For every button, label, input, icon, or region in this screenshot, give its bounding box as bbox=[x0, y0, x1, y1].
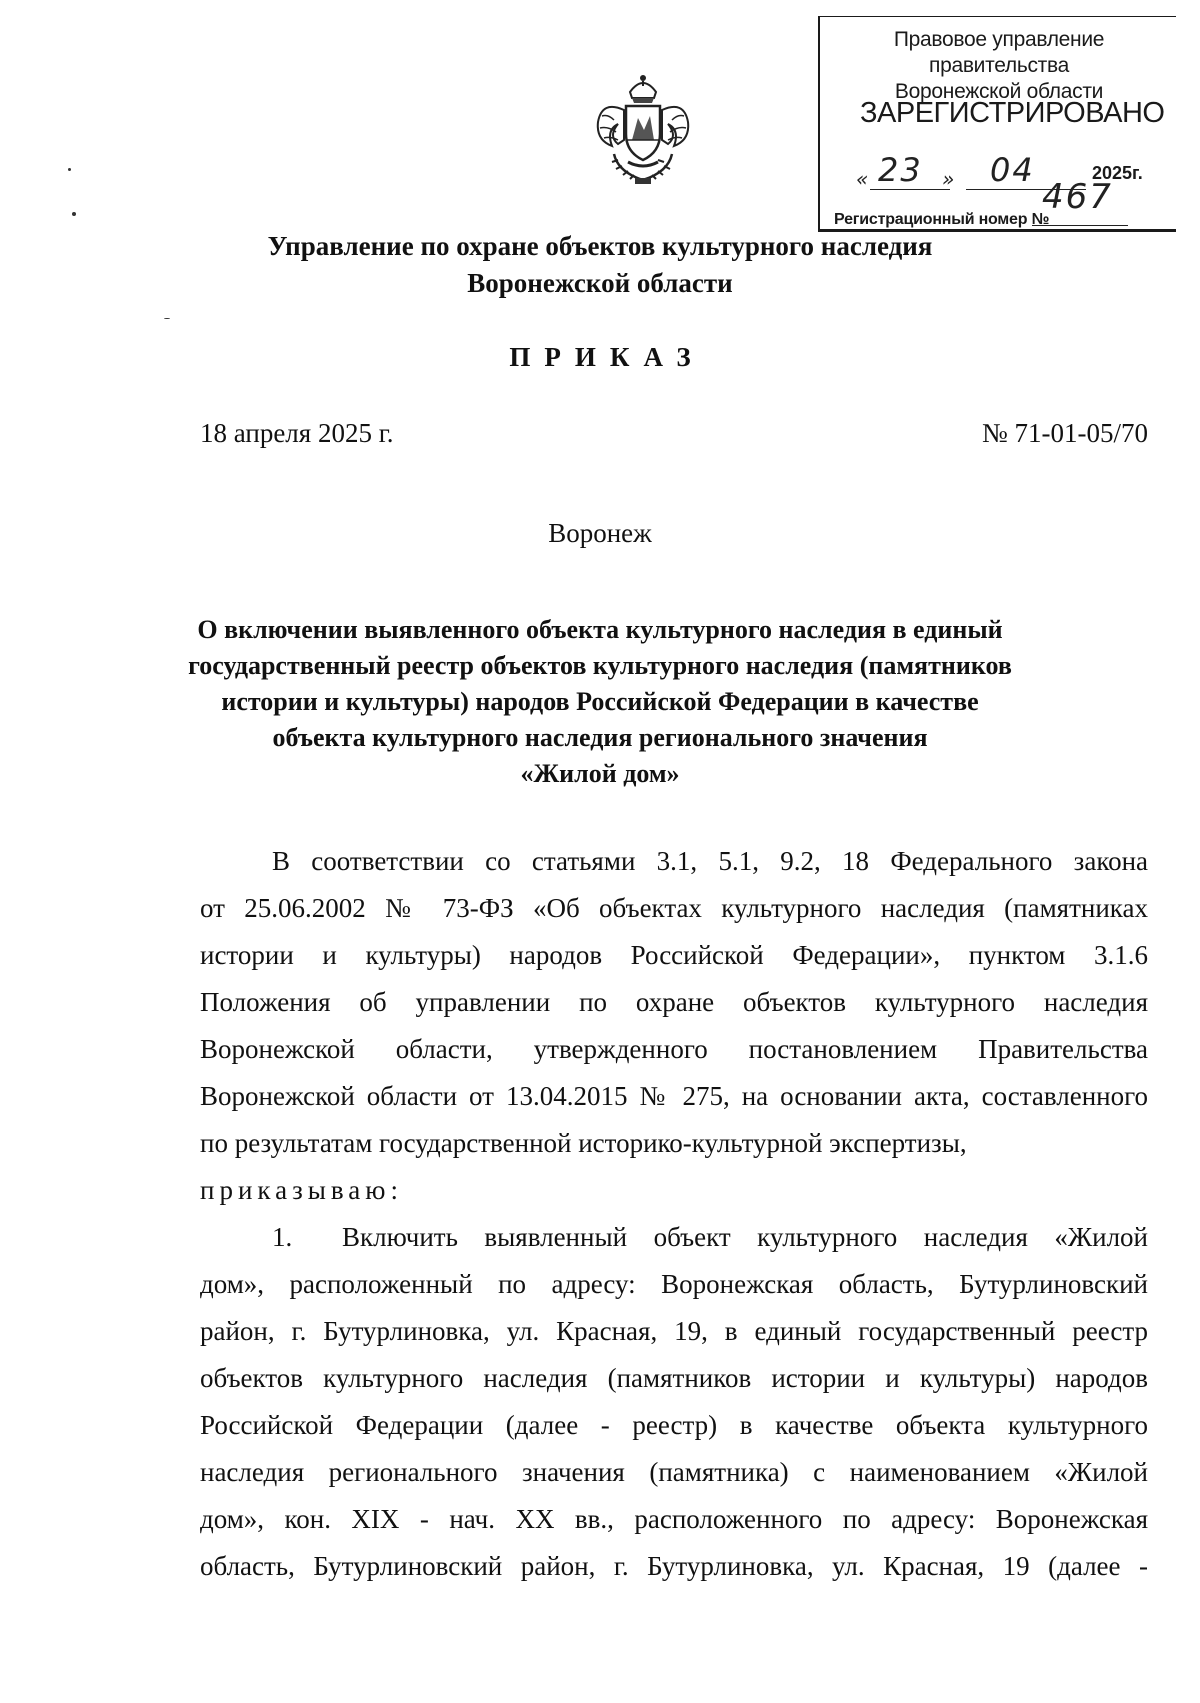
document-date: 18 апреля 2025 г. bbox=[200, 418, 394, 448]
title-line: «Жилой дом» bbox=[520, 759, 680, 788]
item-1-number: 1. bbox=[272, 1222, 293, 1252]
preamble-line: Воронежской области от 13.04.2015 № 275, на основании акта, составленного bbox=[200, 1081, 1148, 1111]
item-1-line: объектов культурного наследия (памятников истории и культуры) народов bbox=[200, 1363, 1148, 1393]
stamp-date-year: 2025г. bbox=[1092, 163, 1143, 183]
item-1-line: дом», кон. XIX - нач. XX вв., расположенного по адресу: Воронежская bbox=[200, 1504, 1148, 1534]
stamp-reg-number: 467 bbox=[1042, 177, 1113, 217]
stamp-reg-number-underline bbox=[1032, 225, 1128, 226]
registration-stamp bbox=[818, 16, 1176, 232]
title-line: государственный реестр объектов культурного наследия (памятников bbox=[188, 651, 1012, 680]
item-1-line: наследия регионального значения (памятника) с наименованием «Жилой bbox=[200, 1457, 1148, 1487]
stamp-org-line: Воронежской области bbox=[894, 80, 1104, 103]
document-body bbox=[200, 838, 1148, 1590]
document-title bbox=[150, 612, 1050, 792]
stamp-date-close-quote: » bbox=[942, 167, 957, 191]
item-1-line: район, г. Бутурлиновка, ул. Красная, 19, в единый государственный реестр bbox=[200, 1316, 1148, 1346]
item-1-first-line bbox=[200, 1214, 1148, 1261]
stamp-date bbox=[856, 151, 1166, 197]
document-city: Воронеж bbox=[548, 518, 652, 548]
scan-speck bbox=[68, 168, 71, 171]
item-1-line: Российской Федерации (далее - реестр) в качестве объекта культурного bbox=[200, 1410, 1148, 1440]
voronezh-coat-of-arms-icon bbox=[588, 70, 698, 188]
preamble-line: от 25.06.2002 № 73-ФЗ «Об объектах культурного наследия (памятниках bbox=[200, 893, 1148, 923]
stamp-date-day: 23 bbox=[878, 151, 923, 189]
document-number: № 71-01-05/70 bbox=[982, 418, 1148, 448]
preamble-line: по результатам государственной историко-культурной экспертизы, bbox=[200, 1128, 967, 1158]
stamp-organization bbox=[826, 27, 1172, 105]
stamp-date-month: 04 bbox=[990, 151, 1035, 189]
stamp-registered-label: ЗАРЕГИСТРИРОВАНО bbox=[860, 97, 1165, 129]
organization-heading-line: Воронежской области bbox=[467, 268, 733, 298]
title-line: О включении выявленного объекта культурного наследия в единый bbox=[197, 615, 1003, 644]
document-type: ПРИКАЗ bbox=[509, 342, 705, 372]
stamp-date-underline bbox=[870, 189, 950, 190]
stamp-date-open-quote: « bbox=[856, 167, 871, 191]
preamble-line: Воронежской области, утвержденного постановлением Правительства bbox=[200, 1034, 1148, 1064]
item-1-line: дом», расположенный по адресу: Воронежская область, Бутурлиновский bbox=[200, 1269, 1148, 1299]
preamble-line: В соответствии со статьями 3.1, 5.1, 9.2, 18 Федерального закона bbox=[272, 846, 1148, 876]
item-1-line: Включить выявленный объект культурного наследия «Жилой bbox=[342, 1222, 1148, 1252]
title-line: истории и культуры) народов Российской Федерации в качестве bbox=[221, 687, 979, 716]
organization-heading-line: Управление по охране объектов культурного наследия bbox=[267, 231, 933, 261]
title-line: объекта культурного наследия регионального значения bbox=[272, 723, 928, 752]
stamp-reg-number-label: Регистрационный номер № bbox=[834, 211, 1050, 228]
stamp-org-line: Правовое управление правительства bbox=[893, 28, 1105, 77]
scan-speck bbox=[164, 318, 170, 319]
order-word: приказываю: bbox=[200, 1175, 403, 1205]
preamble-line: Положения об управлении по охране объектов культурного наследия bbox=[200, 987, 1148, 1017]
preamble-line: истории и культуры) народов Российской Федерации», пунктом 3.1.6 bbox=[200, 940, 1148, 970]
scan-speck bbox=[72, 212, 76, 216]
organization-heading bbox=[0, 228, 1200, 302]
item-1-line: область, Бутурлиновский район, г. Бутурлиновка, ул. Красная, 19 (далее - bbox=[200, 1551, 1148, 1581]
